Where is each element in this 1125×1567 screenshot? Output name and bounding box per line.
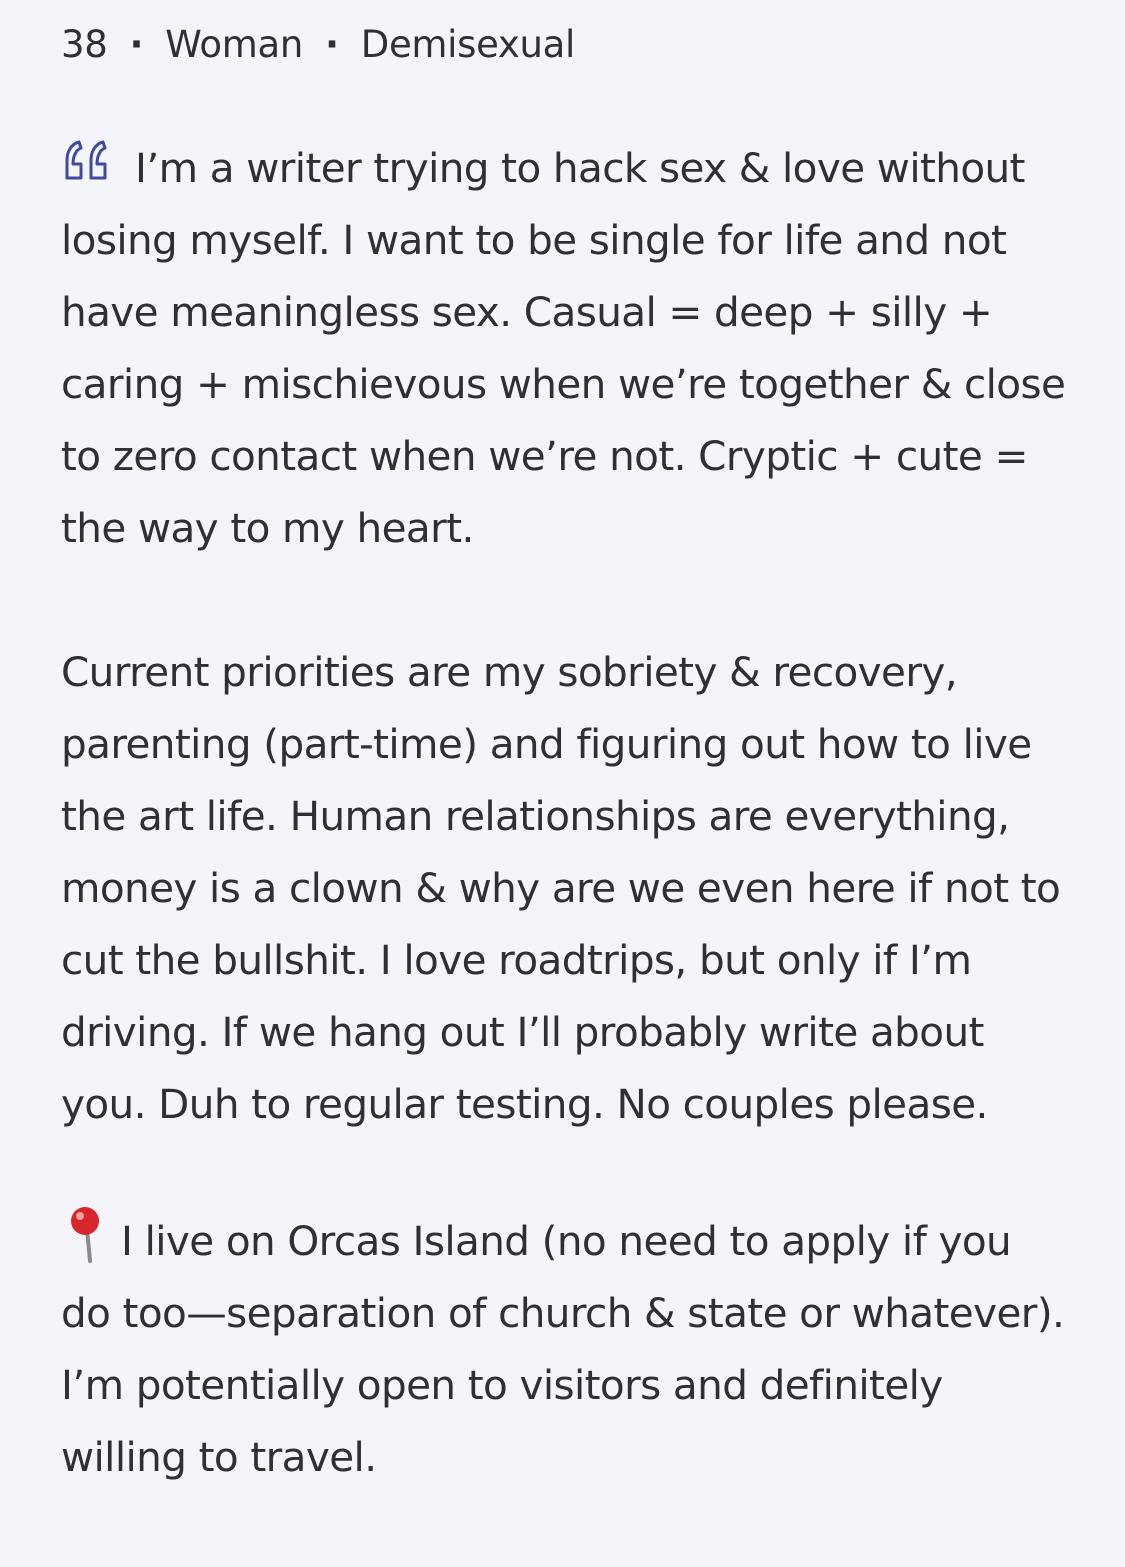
bio-text-2: Current priorities are my sobriety & recovery, parenting (part-time) and figuring out how to live the art life. Human relationships are everything, money is a clown & why are we even here if not to cut the bullshit. I love roadtrips, but only if I’m driving. If we hang out I’ll probably write about you. Duh to regular testing. No couples please. — [61, 648, 1061, 1128]
round-pushpin-icon — [61, 1205, 113, 1263]
bio-paragraph-1 — [61, 132, 1071, 564]
profile-gender: Woman — [165, 23, 303, 66]
profile-orientation: Demisexual — [360, 23, 576, 66]
meta-separator: · — [129, 23, 144, 66]
bio-paragraph-3 — [61, 1205, 1071, 1493]
bio-paragraph-2 — [61, 636, 1071, 1140]
profile-age: 38 — [61, 23, 108, 66]
profile-meta-line — [61, 22, 575, 68]
bio-text-1: I’m a writer trying to hack sex & love without losing myself. I want to be single for life and not have meaningless sex. Casual = deep + silly + caring + mischievous when we’re together & close to zero contact when we’re not. Cryptic + cute = the way to my heart. — [61, 144, 1066, 552]
quote-open-icon — [61, 134, 115, 180]
meta-separator: · — [324, 23, 339, 66]
bio-text-3: I live on Orcas Island (no need to apply if you do too—separation of church & state or whatever). I’m potentially open to visitors and definitely willing to travel. — [61, 1217, 1065, 1481]
